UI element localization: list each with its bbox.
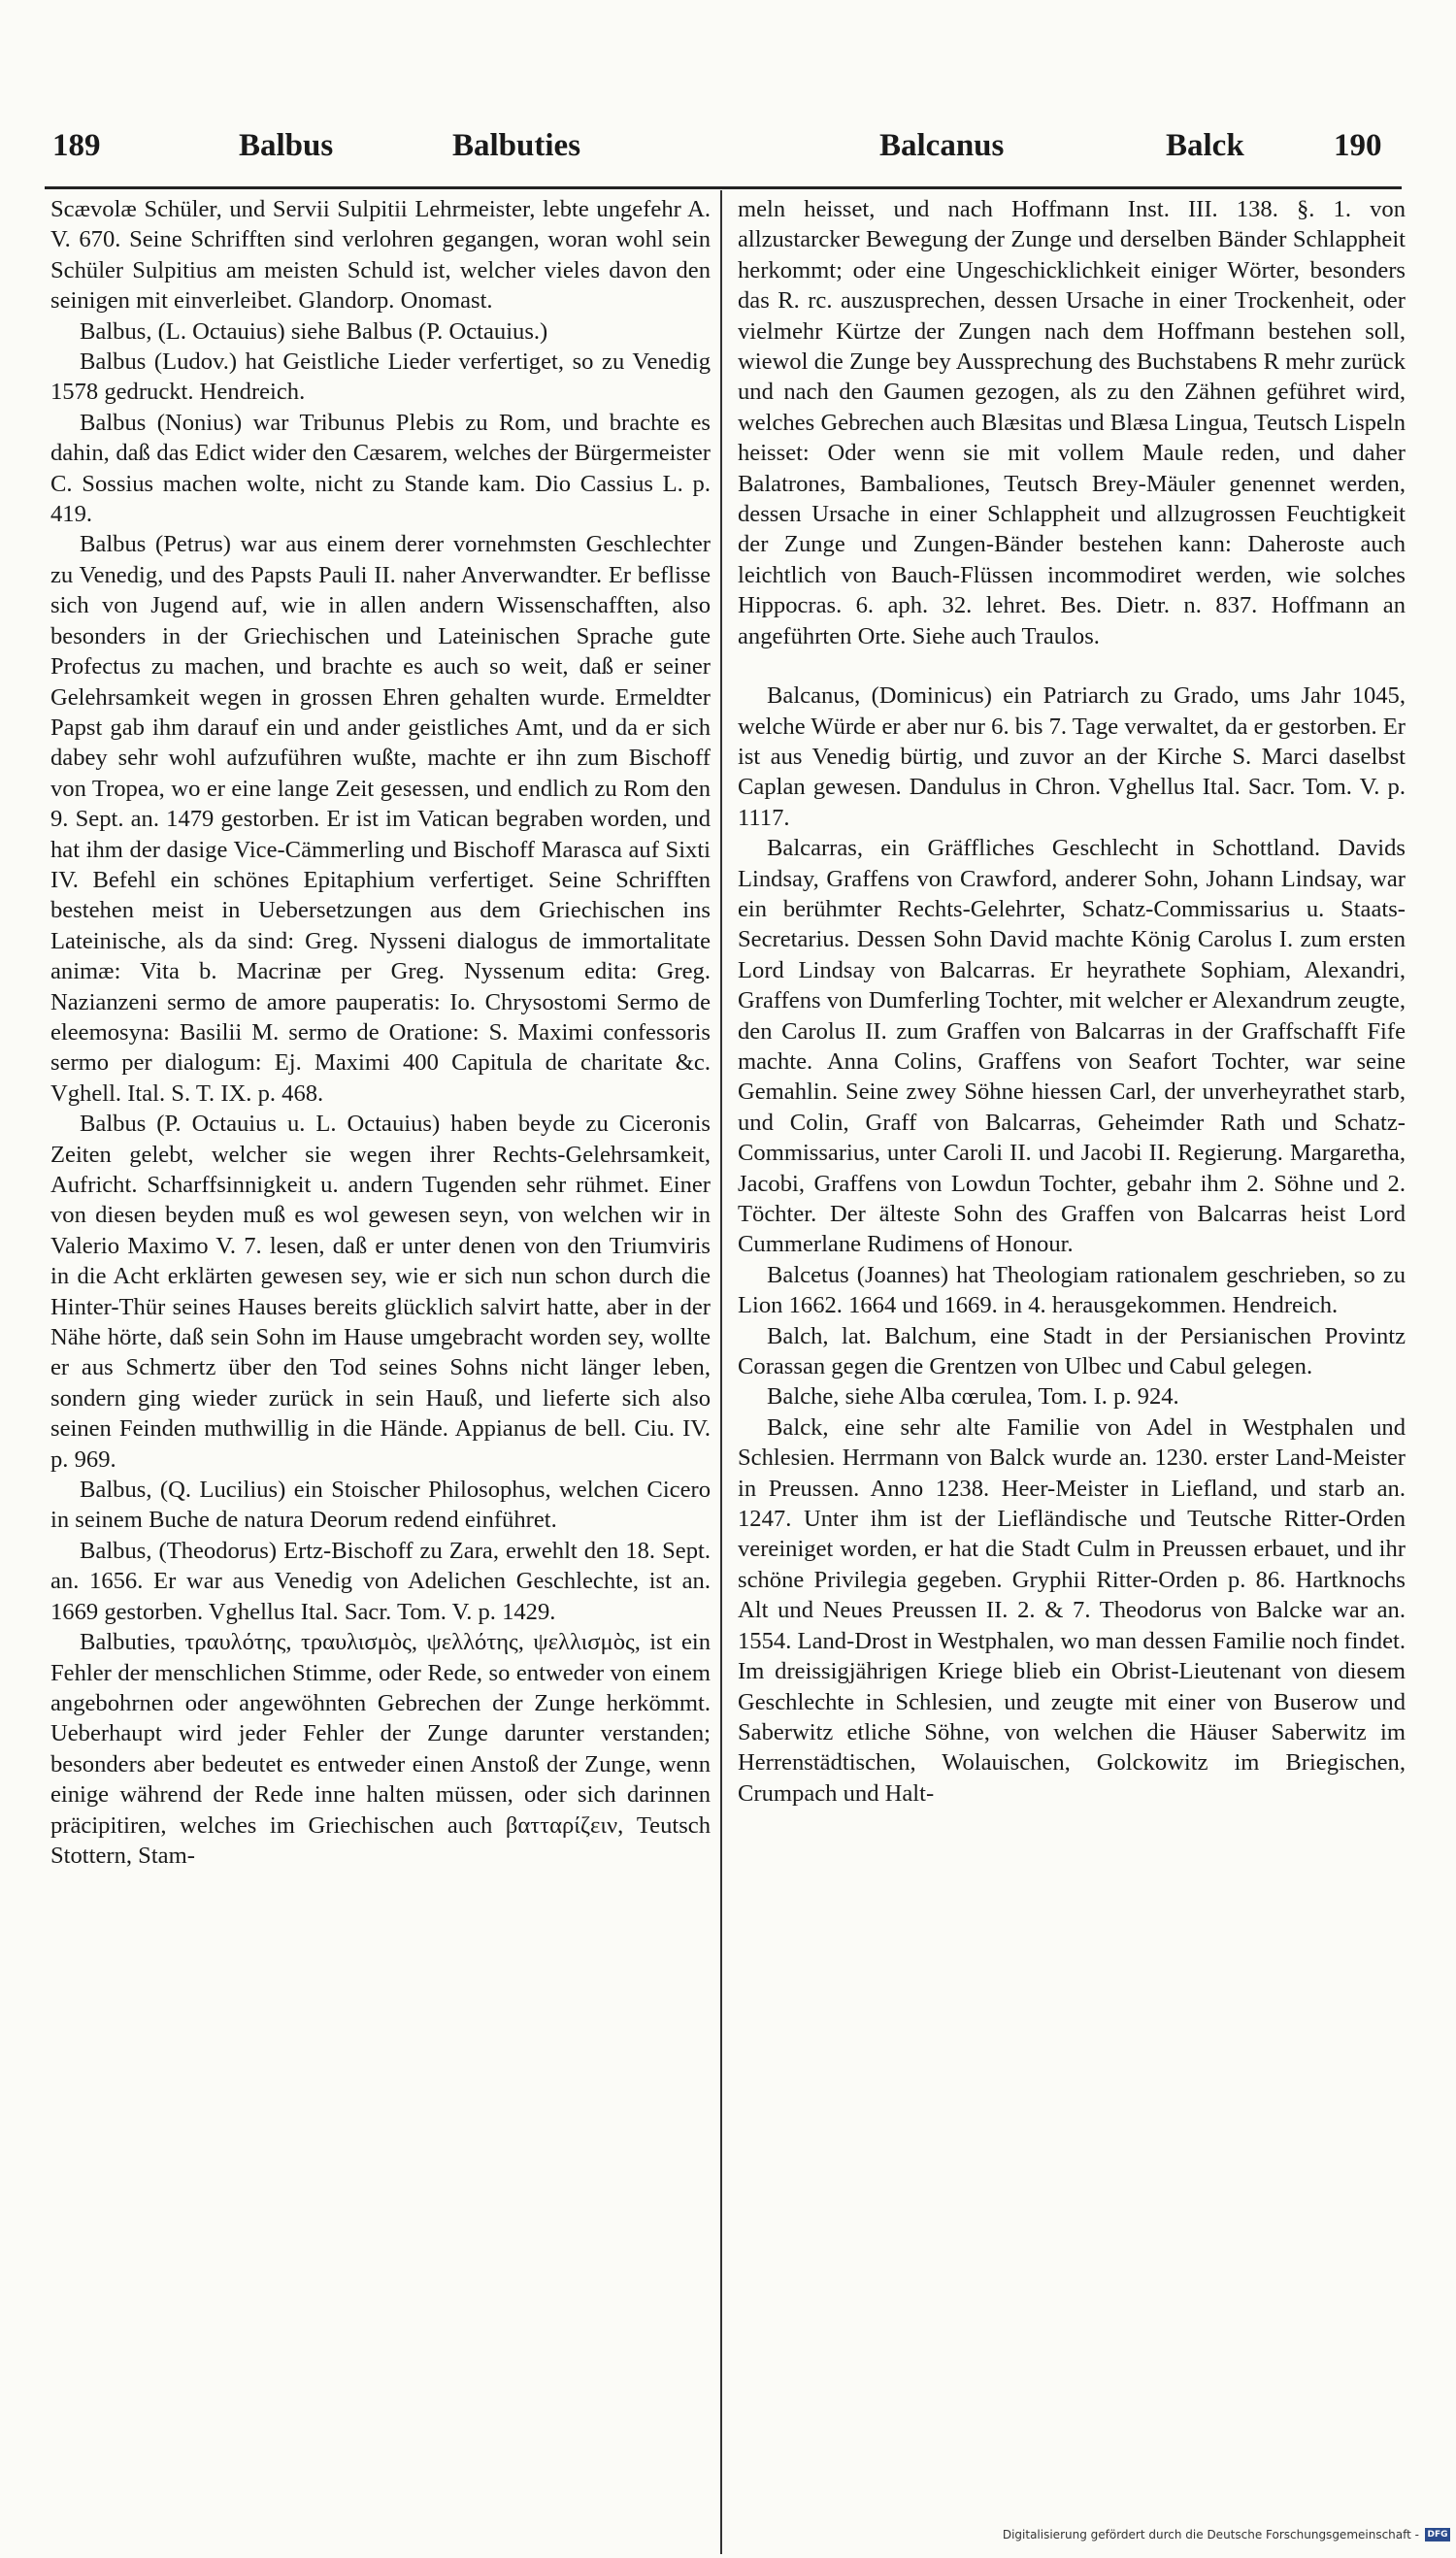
header-rule (45, 186, 1402, 189)
entry-paragraph: Balche, siehe Alba cœrulea, Tom. I. p. 924. (767, 1383, 1179, 1411)
footer-credit-text: Digitalisierung gefördert durch die Deutsche Forschungsgemeinschaft - (1002, 2528, 1419, 2541)
left-column (50, 194, 711, 1871)
entry-paragraph: Balbus (P. Octauius u. L. Octauius) haben beyde zu Ciceronis Zeiten gelebt, welcher sie wegen ihrer Rechts-Gelehrsamkeit, Aufricht. Scharffsinnigkeit u. andern Tugenden sehr rühmet. Einer von diesen beyden muß es wol gewesen seyn, von welchen wir in Valerio Maximo V. 7. lesen, daß er unter denen von den Triumviris in die Acht erklärten gewesen sey, wie er sich nun schon durch die Hinter-Thür seines Hauses bereits glücklich salvirt hatte, aber in der Nähe hörte, daß sein Sohn im Hause umgebracht worden sey, wollte er aus Schmertz über den Tod seines Sohns nicht länger leben, sondern ging wieder zurück in sein Hauß, und lieferte sich also seinen Feinden muthwillig in die Hände. Appianus de bell. Ciu. IV. p. 969. (50, 1111, 711, 1473)
entry-paragraph: meln heisset, und nach Hoffmann Inst. III. 138. §. 1. von allzustarcker Bewegung der Zunge und derselben Bänder Schlappheit herkommt; oder eine Ungeschicklichkeit einiger Wörter, besonders das R. rc. auszusprechen, dessen Ursache in einer Trockenheit, oder vielmehr Kürtze der Zungen nach dem Hoffmann bestehen soll, wiewol die Zunge bey Aussprechung des Buchstabens R mehr zurück und nach den Gaumen gezogen, als zu den Zähnen geführet wird, welches Gebrechen auch Blæsitas und Blæsa Lingua, Teutsch Lispeln heisset: Oder wenn sie mit vollem Maule reden, und daher Balatrones, Bambaliones, Teutsch Brey-Mäuler genennet werden, dessen Ursache in einer Schlappheit und allzugrossen Feuchtigkeit der Zunge und Zungen-Bänder bestehen kann: Daheroste auch leichtlich von Bauch-Flüssen incommodiret werden, wie solches Hippocras. 6. aph. 32. lehret. Bes. Dietr. n. 837. Hoffmann an angeführten Orte. Siehe auch Traulos. (738, 196, 1406, 649)
dfg-logo-icon: DFG (1425, 2528, 1450, 2541)
entry-paragraph: Balcetus (Joannes) hat Theologiam rationalem geschrieben, so zu Lion 1662. 1664 und 1669. in 4. herausgekommen. Hendreich. (738, 1261, 1406, 1319)
entry-paragraph: Balbus, (Theodorus) Ertz-Bischoff zu Zara, erwehlt den 18. Sept. an. 1656. Er war aus Venedig von Adelichen Geschlechte, ist an. 1669 gestorben. Vghellus Ital. Sacr. Tom. V. p. 1429. (50, 1537, 711, 1625)
entry-paragraph: Balbus, (L. Octauius) siehe Balbus (P. Octauius.) (80, 317, 548, 345)
entry-paragraph: Balcarras, ein Gräffliches Geschlecht in Schottland. Davids Lindsay, Graffens von Crawford, anderer Sohn, Johann Lindsay, war ein berühmter Rechts-Gelehrter, Schatz-Commissarius u. Staats-Secretarius. Dessen Sohn David machte König Carolus I. zum ersten Lord Lindsay von Balcarras. Er heyrathete Sophiam, Alexandri, Graffens von Dumferling Tochter, mit welcher er Alexandrum zeugte, den Carolus II. zum Graffen von Balcarras in der Graffschafft Fife machte. Anna Colins, Graffens von Seafort Tochter, war seine Gemahlin. Seine zwey Söhne hiessen Carl, der unverheyrathet starb, und Colin, Graff von Balcarras, Geheimder Rath und Schatz-Commissarius, unter Caroli II. und Jacobi II. Regierung. Margaretha, Jacobi, Graffens von Lowdun Tochter, gebahr ihm 2. Söhne und 2. Töchter. Der älteste Sohn des Graffen von Balcarras heist Lord Cummerlane Rudimens of Honour. (738, 835, 1406, 1258)
entry-paragraph: Balck, eine sehr alte Familie von Adel in Westphalen und Schlesien. Herrmann von Balck wurde an. 1230. erster Land-Meister in Preussen. Anno 1238. Heer-Meister in Liefland, und starb an. 1247. Unter ihm ist der Liefländische und Teutsche Ritter-Orden vereiniget worden, er hat die Stadt Culm in Preussen erbauet, und ihr schöne Privilegia gegeben. Gryphii Ritter-Orden p. 86. Hartknochs Alt und Neues Preussen II. 2. & 7. Theodorus von Balcke war an. 1554. Land-Drost in Westphalen, wo man dessen Familie noch findet. Im dreissigjährigen Kriege blieb ein Obrist-Lieutenant von diesem Geschlechte in Schlesien, und zeugte mit einer von Buserow und Saberwitz etliche Söhne, von welchen die Häuser Saberwitz im Herrenstädtischen, Wolauischen, Golckowitz im Briegischen, Crumpach und Halt- (738, 1413, 1406, 1807)
entry-paragraph: Balbus (Ludov.) hat Geistliche Lieder verfertiget, so zu Venedig 1578 gedruckt. Hendreich. (50, 349, 711, 406)
right-page-number: 190 (1334, 128, 1382, 163)
running-header (45, 124, 1404, 175)
entry-paragraph: Scævolæ Schüler, und Servii Sulpitii Lehrmeister, lebte ungefehr A. V. 670. Seine Schrifften sind verlohren gegangen, woran wohl sein Schüler Sulpitius am meisten Schuld ist, welcher vieles davon den seinigen mit einverleibet. Glandorp. Onomast. (50, 196, 711, 315)
left-catchword-1: Balbus (239, 128, 334, 163)
entry-paragraph: Balbus (Nonius) war Tribunus Plebis zu Rom, und brachte es dahin, daß das Edict wider den Cæsarem, welches der Bürgermeister C. Sossius machen wolte, nicht zu Stande kam. Dio Cassius L. p. 419. (50, 409, 711, 528)
entry-paragraph: Balbus (Petrus) war aus einem derer vornehmsten Geschlechter zu Venedig, und des Papsts Pauli II. naher Anverwandter. Er beflisse sich von Jugend auf, wie in allen andern Wissenschafften, also besonders in der Griechischen und Lateinischen Sprache gute Profectus zu machen, und brachte es auch so weit, daß er seiner Gelehrsamkeit wegen in grossen Ehren gehalten wurde. Ermeldter Papst gab ihm darauf ein und ander geistliches Amt, und da er sich dabey sehr wohl aufzuführen wußte, machte er ihn zum Bischoff von Tropea, wo er eine lange Zeit gesessen, und endlich zu Rom den 9. Sept. an. 1479 gestorben. Er ist im Vatican begraben worden, und hat ihm der dasige Vice-Cämmerling und Bischoff Marasca auf Sixti IV. Befehl ein schönes Epitaphium verfertiget. Seine Schrifften bestehen meist in Uebersetzungen aus dem Griechischen ins Lateinische, als da sind: Greg. Nysseni dialogus de immortalitate animæ: Vita b. Macrinæ per Greg. Nyssenum edita: Greg. Nazianzeni sermo de amore pauperatis: Io. Chrysostomi Sermo de eleemosyna: Basilii M. sermo de Oratione: S. Maximi confessoris sermo per dialogum: Ej. Maximi 400 Capitula de charitate &c. Vghell. Ital. S. T. IX. p. 468. (50, 531, 711, 1107)
left-page-number: 189 (52, 128, 101, 163)
column-divider (720, 190, 722, 2554)
right-catchword-2: Balck (1166, 128, 1244, 163)
right-catchword-1: Balcanus (879, 128, 1005, 163)
right-column (738, 194, 1406, 1809)
digitization-footer (1003, 2528, 1450, 2541)
left-catchword-2: Balbuties (452, 128, 581, 163)
entry-paragraph: Balbuties, τραυλότης, τραυλισμὸς, ψελλότης, ψελλισμὸς, ist ein Fehler der menschlichen Stimme, oder Rede, so entweder von einem angebohrnen oder angewöhnten Gebrechen der Zunge herkömmt. Ueberhaupt wird jeder Fehler der Zunge darunter verstanden; besonders aber bedeutet es entweder einen Anstoß der Zunge, wenn einige während der Rede inne halten müssen, oder sich darinnen präcipitiren, welches im Griechischen auch βατταρίζειν, Teutsch Stottern, Stam- (50, 1629, 711, 1869)
entry-paragraph: Balcanus, (Dominicus) ein Patriarch zu Grado, ums Jahr 1045, welche Würde er aber nur 6. bis 7. Tage verwaltet, da er gestorben. Er ist aus Venedig bürtig, und zuvor an der Kirche S. Marci daselbst Caplan gewesen. Dandulus in Chron. Vghellus Ital. Sacr. Tom. V. p. 1117. (738, 682, 1406, 831)
entry-paragraph: Balch, lat. Balchum, eine Stadt in der Persianischen Provintz Corassan gegen die Grentzen von Ulbec und Cabul gelegen. (738, 1322, 1406, 1380)
entry-paragraph: Balbus, (Q. Lucilius) ein Stoischer Philosophus, welchen Cicero in seinem Buche de natura Deorum redend einführet. (50, 1477, 711, 1534)
